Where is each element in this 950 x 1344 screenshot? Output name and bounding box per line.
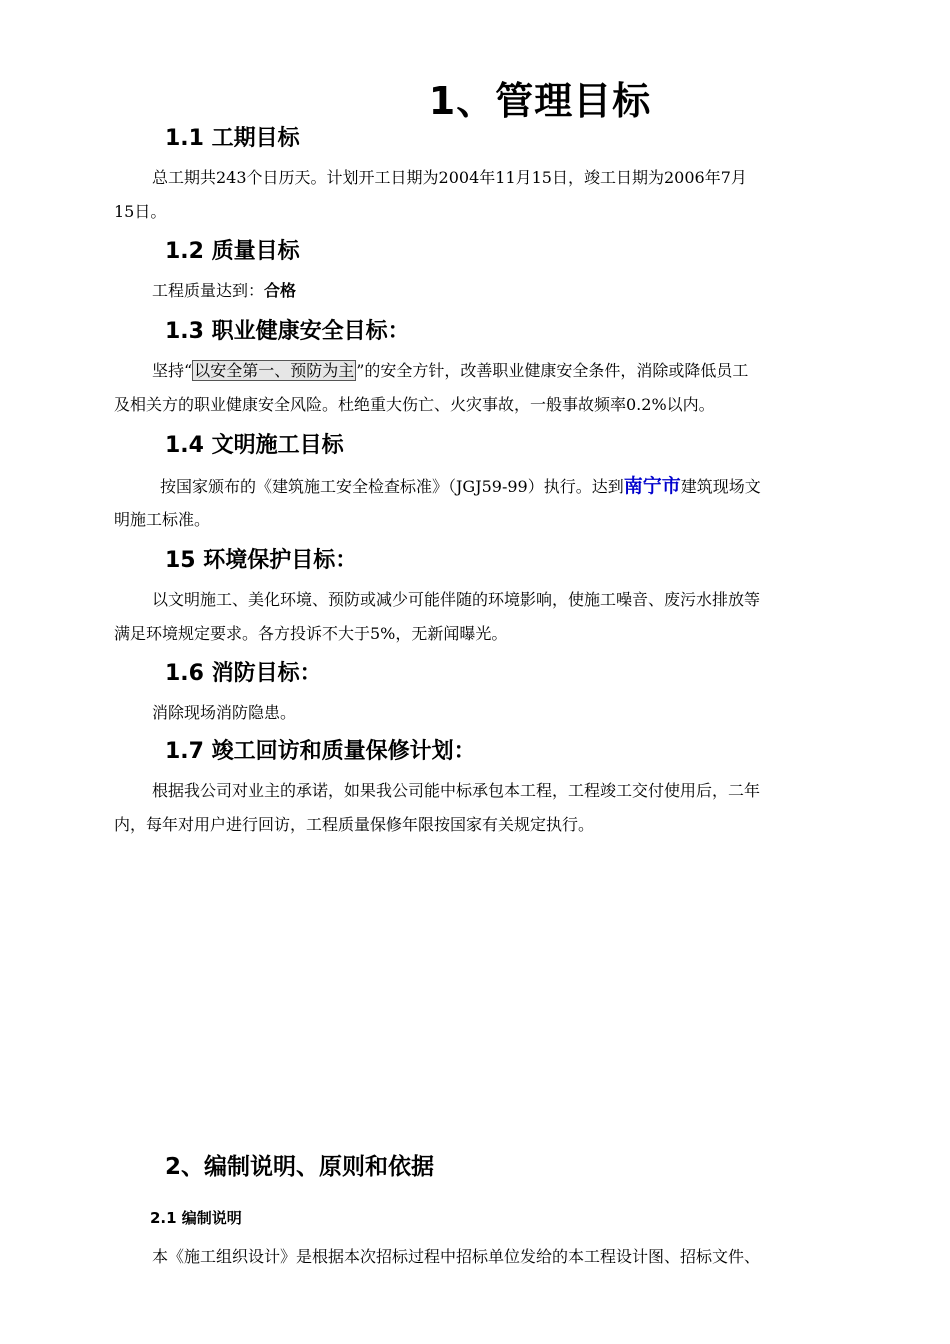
safety-line-1 [152,361,748,381]
schedule-line-2: 15日。 [114,202,167,221]
page-title: 1、管理目标 [428,79,652,123]
warranty-line-1: 根据我公司对业主的承诺，如果我公司能中标承包本工程，工程竣工交付使用后，二年 [152,781,761,800]
heading-safety: 1.3 职业健康安全目标： [165,319,410,344]
quality-line [152,281,296,301]
heading-fire: 1.6 消防目标： [165,661,322,686]
environment-line-1: 以文明施工、美化环境、预防或减少可能伴随的环境影响，使施工噪音、废污水排放等 [152,590,761,609]
safety-boxed-text: 以安全第一、预防为主 [194,361,355,380]
section-2-1-heading: 2.1 编制说明 [150,1209,242,1227]
safety-post: ”的安全方针，改善职业健康安全条件，消除或降低员工 [356,361,749,380]
heading-environment: 15 环境保护目标： [165,548,358,573]
schedule-line-1: 总工期共243个日历天。计划开工日期为2004年11月15日，竣工日期为2006年7月 [152,168,747,187]
warranty-line-2: 内，每年对用户进行回访，工程质量保修年限按国家有关规定执行。 [114,815,595,834]
civilized-line-2: 明施工标准。 [114,510,211,529]
section-2-1-line-1: 本《施工组织设计》是根据本次招标过程中招标单位发给的本工程设计图、招标文件、 [152,1247,761,1266]
safety-line-2: 及相关方的职业健康安全风险。杜绝重大伤亡、火灾事故，一般事故频率0.2%以内。 [114,395,715,414]
civilized-line-1 [160,476,761,497]
civilized-post: 建筑现场文 [680,477,761,496]
heading-quality: 1.2 质量目标 [165,239,300,264]
chapter-2-heading: 2、编制说明、原则和依据 [165,1154,435,1180]
heading-warranty: 1.7 竣工回访和质量保修计划： [165,739,476,764]
civilized-pre: 按国家颁布的《建筑施工安全检查标准》（JGJ59-99）执行。达到 [160,477,624,496]
safety-pre: 坚持“ [152,361,193,380]
heading-civilized: 1.4 文明施工目标 [165,433,344,458]
environment-line-2: 满足环境规定要求。各方投诉不大于5%，无新闻曝光。 [114,624,508,643]
city-name: 南宁市 [623,475,681,497]
quality-label: 工程质量达到： [152,281,265,300]
heading-schedule: 1.1 工期目标 [165,126,300,151]
quality-value: 合格 [264,281,297,300]
fire-line: 消除现场消防隐患。 [152,703,297,722]
